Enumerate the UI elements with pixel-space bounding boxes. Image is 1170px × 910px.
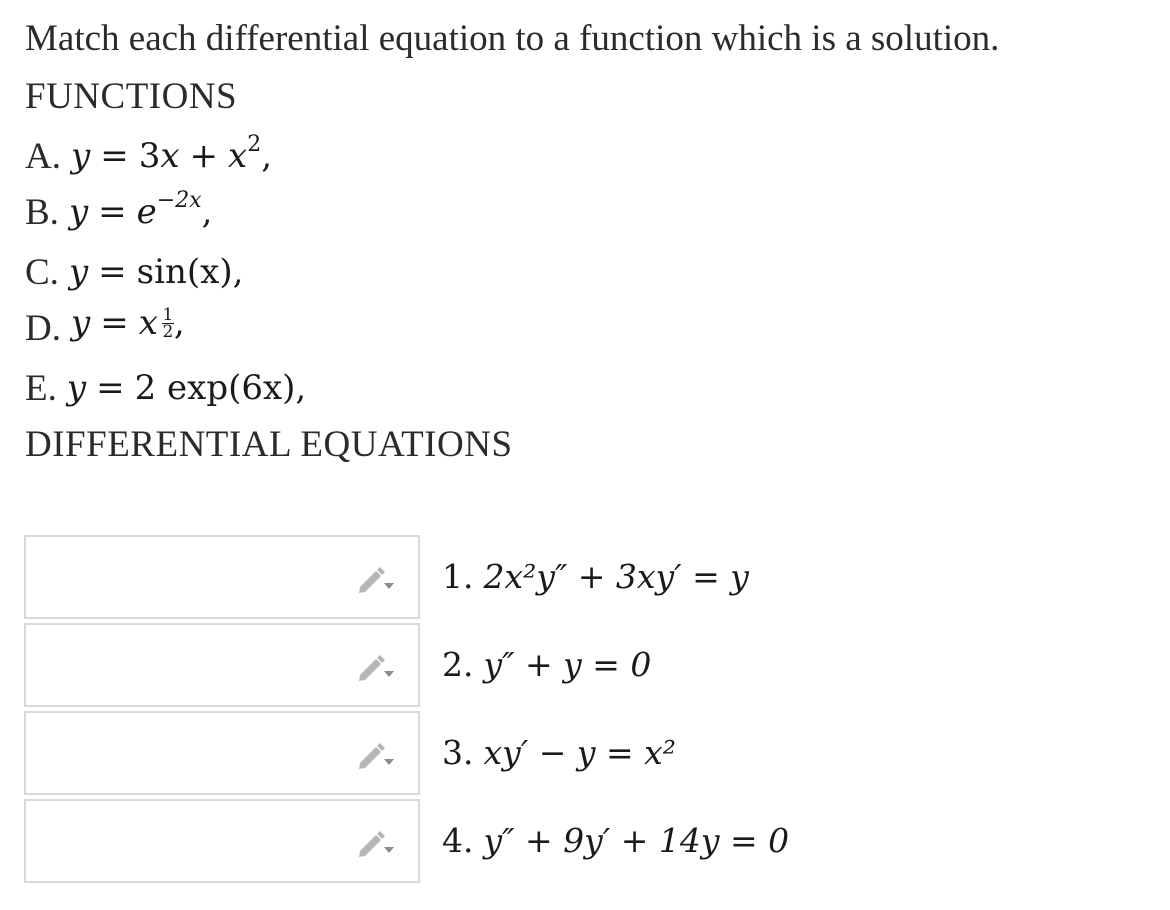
answer-select-1[interactable] [24,535,420,619]
equation-3 [442,733,676,772]
function-letter: C. [25,251,59,293]
math-var: x [160,136,180,176]
math-var: x [228,136,248,176]
match-table [24,532,824,884]
math-exponent: 2 [247,132,262,157]
function-e-math: y = 2 exp(6x), [66,368,307,408]
math-comma: , [295,368,307,408]
match-row-4 [24,796,824,884]
equation-text: y″ + y = 0 [483,644,652,684]
function-a-math: $y = 3x + x^2$, [70,132,273,176]
math-expression: 2 exp(6x) [134,368,296,408]
math-number: 3 [138,136,161,176]
answer-select-2[interactable] [24,623,420,707]
function-letter: E. [25,367,57,409]
function-a [25,128,272,184]
math-base: e [136,192,157,232]
function-letter: D. [25,307,61,349]
function-letter: A. [25,135,61,177]
equations-heading: DIFFERENTIAL EQUATIONS [25,424,513,465]
math-var: y [68,192,89,232]
match-row-1 [24,532,824,620]
answer-select-4[interactable] [24,799,420,883]
equation-number: 4. [442,820,474,860]
equation-text: xy′ − y = x² [483,732,676,772]
match-row-3 [24,708,824,796]
math-var: y [68,252,89,292]
pencil-icon[interactable] [356,565,396,593]
pencil-icon[interactable] [356,829,396,857]
fraction-numerator: 1 [162,304,174,325]
function-e [25,360,306,416]
math-var: y [66,368,87,408]
pencil-icon[interactable] [356,653,396,681]
math-comma: , [173,302,185,343]
function-d [25,300,185,356]
function-d-math: y = x $\frac{1}{2}$ , [70,302,185,343]
function-b-math: $y = e^{-2x}$, [68,188,213,232]
functions-heading: FUNCTIONS [25,76,238,117]
equation-number: 1. [442,556,474,596]
math-fraction-exponent [162,304,174,342]
equation-text: 2x²y″ + 3xy′ = y [483,556,749,596]
function-b [25,184,212,240]
function-c [25,244,243,300]
math-comma: , [201,192,213,232]
equation-text: y″ + 9y′ + 14y = 0 [483,820,790,860]
equation-1 [442,557,749,596]
pencil-icon[interactable] [356,741,396,769]
fraction-denominator: 2 [162,321,174,342]
function-letter: B. [25,191,59,233]
equation-number: 2. [442,644,474,684]
match-row-2 [24,620,824,708]
math-exponent: −2x [156,188,202,213]
math-expression: sin(x) [136,252,233,292]
math-operator: + [189,136,219,176]
answer-select-3[interactable] [24,711,420,795]
math-base: x [138,302,158,343]
math-comma: , [232,252,244,292]
function-c-math: y = sin(x), [68,252,244,292]
math-comma: , [261,136,273,176]
math-var: y [70,302,91,343]
equation-number: 3. [442,732,474,772]
question-prompt: Match each differential equation to a function which is a solution. [25,18,1000,59]
math-var: y [70,136,91,176]
equation-2 [442,645,651,684]
equation-4 [442,821,789,860]
